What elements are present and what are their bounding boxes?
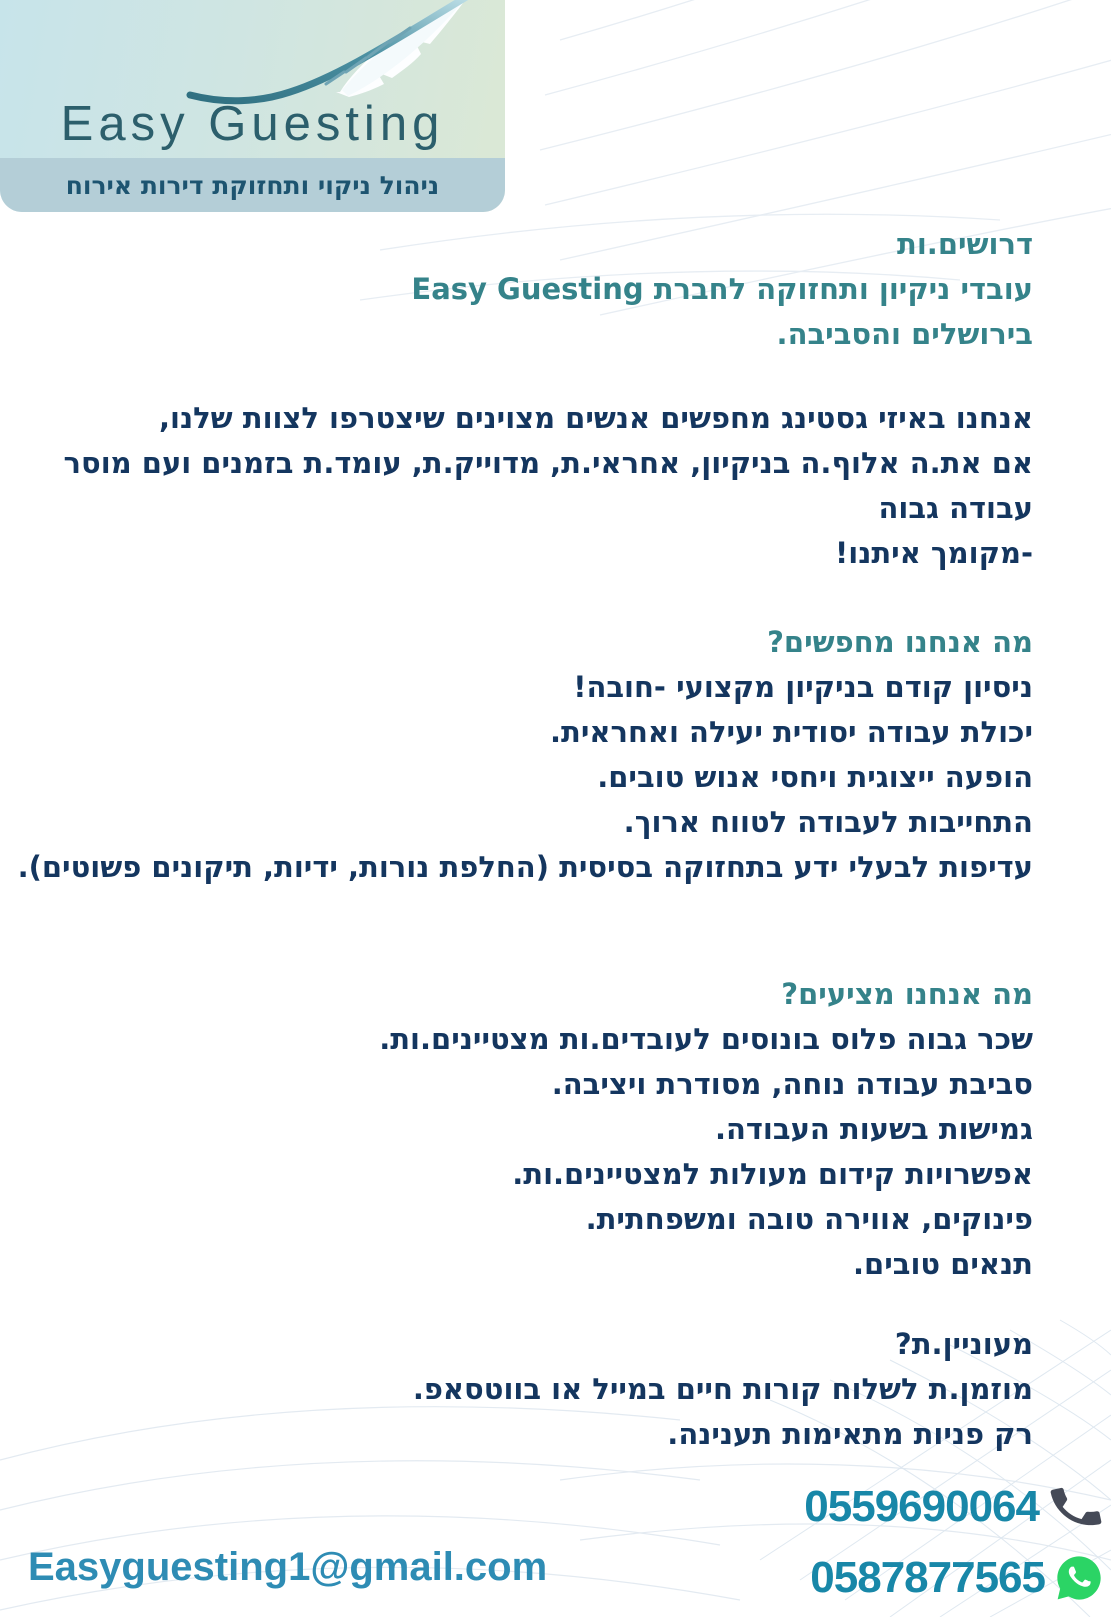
whatsapp-number[interactable]: 0587877565 [810, 1553, 1045, 1602]
looking-item: יכולת עבודה יסודית יעילה ואחראית. [550, 715, 1033, 749]
whatsapp-icon[interactable] [1053, 1552, 1105, 1604]
interested-line: מוזמן.ת לשלוח קורות חיים במייל או בווטסאפ. [412, 1372, 1033, 1406]
headline-line: עובדי ניקיון ותחזוקה לחברת Easy Guesting [411, 272, 1033, 306]
offer-item: פינוקים, אווירה טובה ומשפחתית. [585, 1202, 1033, 1236]
content-column [17, 222, 1033, 1457]
looking-item: הופעה ייצוגית ויחסי אנוש טובים. [597, 760, 1033, 794]
offer-item: סביבת עבודה נוחה, מסודרת ויציבה. [551, 1067, 1033, 1101]
looking-item: התחייבות לעבודה לטווח ארוך. [623, 805, 1033, 839]
section-about [60, 396, 1033, 576]
logo-title: Easy Guesting [60, 97, 445, 151]
logo-card [0, 0, 505, 212]
offer-item: גמישות בשעות העבודה. [714, 1112, 1033, 1146]
about-line: אם את.ה אלוף.ה בניקיון, אחראי.ת, מדוייק.ת, עומד.ת בזמנים ועם מוסר [63, 446, 1033, 480]
offer-title: מה אנחנו מציעים? [781, 977, 1033, 1011]
email-address[interactable]: Easyguesting1@gmail.com [28, 1545, 548, 1589]
looking-item: ניסיון קודם בניקיון מקצועי -חובה! [573, 670, 1033, 704]
interested-title: מעוניין.ת? [894, 1327, 1033, 1361]
offer-item: תנאים טובים. [853, 1247, 1033, 1281]
section-offer [60, 972, 1033, 1287]
interested-line: רק פניות מתאימות תענינה. [667, 1417, 1033, 1451]
feather-icon [130, 0, 505, 110]
phone-row [804, 1478, 1105, 1536]
looking-title: מה אנחנו מחפשים? [767, 625, 1033, 659]
section-looking-for [17, 620, 1033, 890]
headline-line: בירושלים והסביבה. [776, 317, 1033, 351]
about-line: -מקומך איתנו! [835, 536, 1033, 570]
whatsapp-row [810, 1552, 1105, 1604]
section-headline [60, 222, 1033, 357]
phone-icon[interactable] [1047, 1478, 1105, 1536]
headline-line: דרושים.ות [897, 227, 1033, 261]
section-interested [60, 1322, 1033, 1457]
about-line: אנחנו באיזי גסטינג מחפשים אנשים מצוינים שיצטרפו לצוות שלנו, [159, 401, 1033, 435]
offer-item: אפשרויות קידום מעולות למצטיינים.ות. [512, 1157, 1033, 1191]
logo-tagline-strip [0, 158, 505, 212]
about-line: עבודה גבוה [878, 491, 1033, 525]
looking-item: עדיפות לבעלי ידע בתחזוקה בסיסית (החלפת נורות, ידיות, תיקונים פשוטים). [17, 850, 1033, 884]
offer-item: שכר גבוה פלוס בונוסים לעובדים.ות מצטיינים.ות. [379, 1022, 1033, 1056]
phone-number[interactable]: 0559690064 [804, 1482, 1039, 1531]
logo-tagline: ניהול ניקוי ותחזוקת דירות אירוח [65, 170, 440, 200]
